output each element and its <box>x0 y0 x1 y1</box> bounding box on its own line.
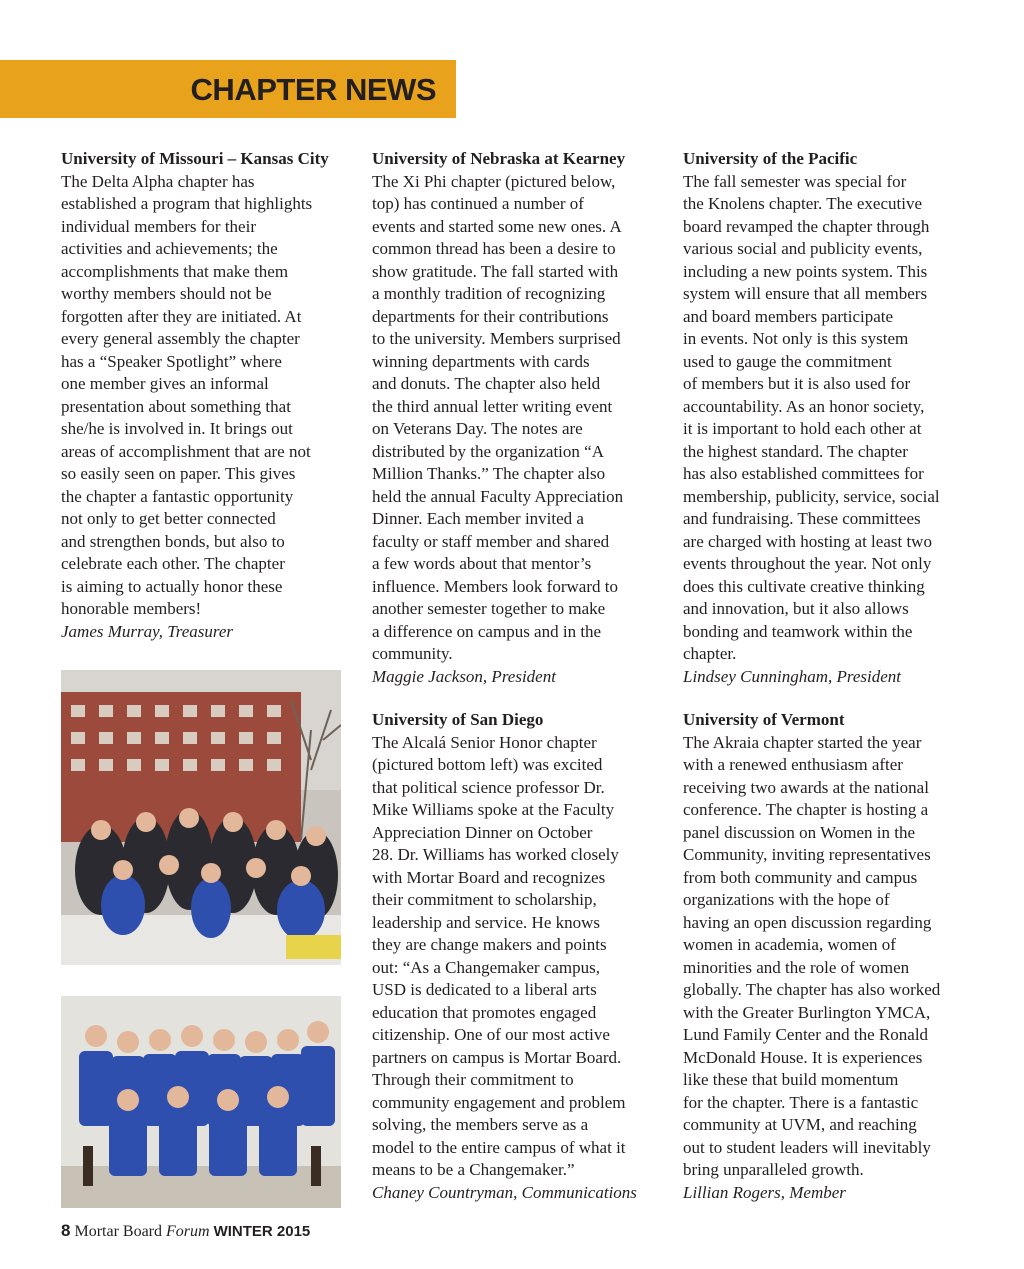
article-body: The fall semester was special for the Knolens chapter. The executive board revamped the chapter through various social and publicity events, including a new points system. This system will ensure that all members and board members participate in events. Not only is this system used to gauge the commitment of members but it is also used for accountability. As an honor society, it is important to hold each other at the highest standard. The chapter has also established committees for membership, publicity, service, social and fundraising. These committees are charged with hosting at least two events throughout the year. Not only does this cultivate creative thinking and innovation, but it also allows bonding and teamwork within the chapter. <box>683 171 940 663</box>
article-san-diego <box>372 709 662 1204</box>
article-pacific <box>683 148 973 688</box>
page-number: 8 <box>61 1221 71 1240</box>
article-body: The Xi Phi chapter (pictured below, top) has continued a number of events and started some new ones. A common thread has been a desire to show gratitude. The fall started with a monthly tradition of recognizing departments for their contributions to the university. Members surprised winning departments with cards and donuts. The chapter also held the third annual letter writing event on Veterans Day. The notes are distributed by the organization “A Million Thanks.” The chapter also held the annual Faculty Appreciation Dinner. Each member invited a faculty or staff member and shared a few words about that mentor’s influence. Members look forward to another semester together to make a difference on campus and in the community. <box>372 171 624 663</box>
article-heading: University of Nebraska at Kearney <box>372 149 626 168</box>
article-body: The Delta Alpha chapter has established a program that highlights individual members for their activities and achievements; the accomplishments that make them worthy members should not be forgotten after they are initiated. At every general assembly the chapter has a “Speaker Spotlight” where one member gives an informal presentation about something that she/he is involved in. It brings out areas of accomplishment that are not so easily seen on paper. This gives the chapter a fantastic opportunity not only to get better connected and strengthen bonds, but also to celebrate each other. The chapter is aiming to actually honor these honorable members! <box>61 171 313 618</box>
group-photo-outdoor <box>61 670 341 965</box>
article-heading: University of Vermont <box>683 710 845 729</box>
section-banner <box>0 60 456 118</box>
magazine-forum: Forum <box>166 1223 210 1240</box>
magazine-name: Mortar Board <box>74 1223 162 1240</box>
article-signature: James Murray, Treasurer <box>61 621 234 641</box>
article-vermont <box>683 709 973 1204</box>
article-body: The Alcalá Senior Honor chapter (pictured bottom left) was excited that political science professor Dr. Mike Williams spoke at the Faculty Appreciation Dinner on October 28. Dr. Williams has worked closely with Mortar Board and recognizes their commitment to scholarship, leadership and service. He knows they are change makers and points out: “As a Changemaker campus, USD is dedicated to a liberal arts education that promotes engaged citizenship. One of our most active partners on campus is Mortar Board. Through their commitment to community engagement and problem solving, the members serve as a model to the entire campus of what it means to be a Changemaker.” <box>372 732 626 1179</box>
article-signature: Lindsey Cunningham, President <box>683 666 901 686</box>
article-nebraska-kearney <box>372 148 662 688</box>
article-missouri-kansas-city <box>61 148 351 643</box>
group-photo-indoor <box>61 996 341 1208</box>
article-heading: University of the Pacific <box>683 149 858 168</box>
article-heading: University of Missouri – Kansas City <box>61 149 329 168</box>
page-footer <box>61 1221 310 1241</box>
article-signature: Chaney Countryman, Communications <box>372 1182 637 1202</box>
issue-label: WINTER 2015 <box>213 1223 311 1240</box>
article-signature: Lillian Rogers, Member <box>683 1182 846 1202</box>
article-heading: University of San Diego <box>372 710 544 729</box>
article-signature: Maggie Jackson, President <box>372 666 556 686</box>
article-body: The Akraia chapter started the year with a renewed enthusiasm after receiving two awards at the national conference. The chapter is hosting a panel discussion on Women in the Community, inviting representatives from both community and campus organizations with the hope of having an open discussion regarding women in academia, women of minorities and the role of women globally. The chapter has also worked with the Greater Burlington YMCA, Lund Family Center and the Ronald McDonald House. It is experiences like these that build momentum for the chapter. There is a fantastic community at UVM, and reaching out to student leaders will inevitably bring unparalleled growth. <box>683 732 941 1179</box>
section-title: CHAPTER NEWS <box>190 72 436 107</box>
